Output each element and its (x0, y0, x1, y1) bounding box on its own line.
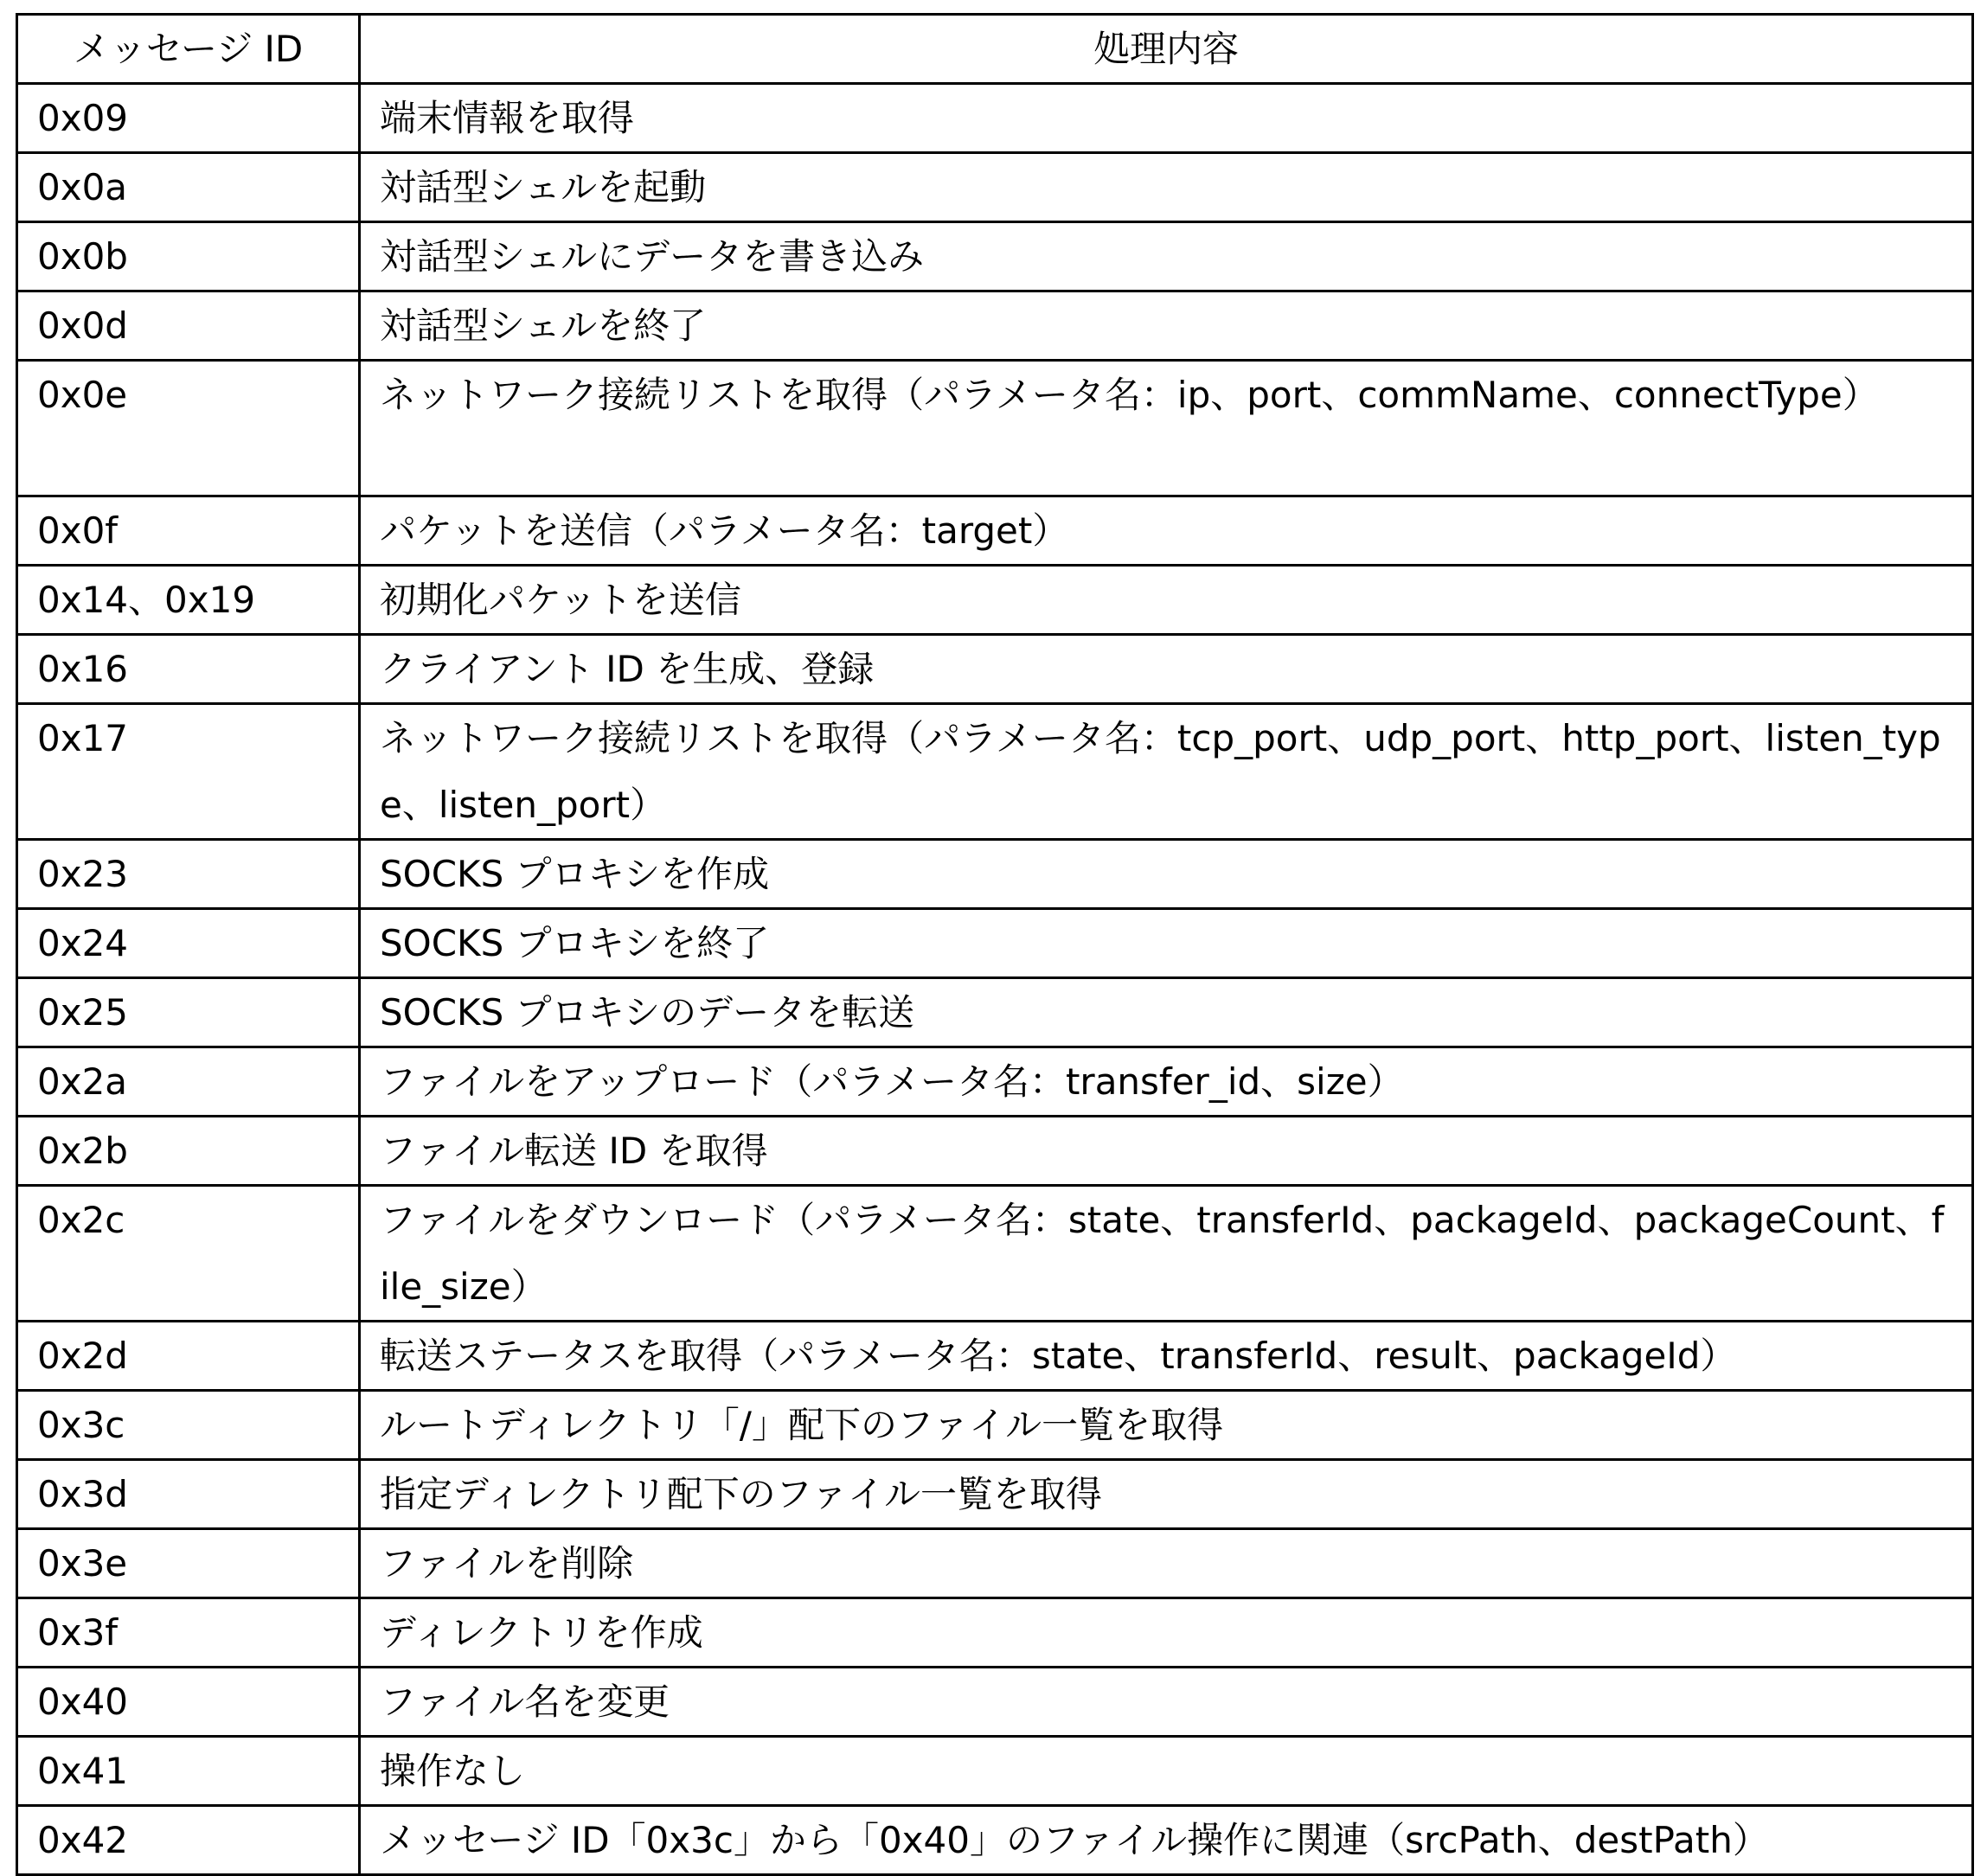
message-id-cell: 0x2a (17, 1047, 360, 1117)
message-id-cell: 0x2c (17, 1186, 360, 1322)
header-message-id: メッセージ ID (17, 15, 360, 84)
processing-cell: SOCKS プロキシを終了 (360, 909, 1973, 978)
message-id-cell: 0x42 (17, 1806, 360, 1875)
message-id-cell: 0x09 (17, 84, 360, 153)
message-id-cell: 0x0b (17, 222, 360, 291)
table-row (17, 1598, 1973, 1668)
processing-cell: 転送ステータスを取得（パラメータ名：state、transferId、result、packageId） (360, 1322, 1973, 1391)
table-row (17, 291, 1973, 361)
table-row (17, 978, 1973, 1047)
processing-cell: クライアント ID を生成、登録 (360, 635, 1973, 704)
table-row (17, 153, 1973, 222)
message-id-cell: 0x41 (17, 1737, 360, 1806)
processing-cell: ファイルをダウンロード（パラメータ名：state、transferId、packageId、packageCount、file_size） (360, 1186, 1973, 1322)
processing-cell: 対話型シェルを起動 (360, 153, 1973, 222)
processing-cell: 初期化パケットを送信 (360, 566, 1973, 635)
processing-cell: ファイル名を変更 (360, 1668, 1973, 1737)
message-id-cell: 0x0d (17, 291, 360, 361)
message-id-cell: 0x40 (17, 1668, 360, 1737)
message-id-cell: 0x17 (17, 704, 360, 840)
processing-cell: 指定ディレクトリ配下のファイル一覧を取得 (360, 1460, 1973, 1529)
table-row (17, 1322, 1973, 1391)
processing-cell: ルートディレクトリ「/」配下のファイル一覧を取得 (360, 1391, 1973, 1460)
message-id-cell: 0x24 (17, 909, 360, 978)
table-row (17, 496, 1973, 566)
message-id-cell: 0x2b (17, 1117, 360, 1186)
processing-cell: ファイルを削除 (360, 1529, 1973, 1598)
message-id-cell: 0x16 (17, 635, 360, 704)
processing-cell: ネットワーク接続リストを取得（パラメータ名：tcp_port、udp_port、http_port、listen_type、listen_port） (360, 704, 1973, 840)
table-row (17, 1047, 1973, 1117)
processing-cell: 対話型シェルにデータを書き込み (360, 222, 1973, 291)
message-id-cell: 0x3f (17, 1598, 360, 1668)
processing-cell: ネットワーク接続リストを取得（パラメータ名：ip、port、commName、connectType） (360, 361, 1973, 496)
message-id-cell: 0x14、0x19 (17, 566, 360, 635)
table-row (17, 1186, 1973, 1322)
processing-cell: 操作なし (360, 1737, 1973, 1806)
table-row (17, 1737, 1973, 1806)
processing-cell: ファイルをアップロード（パラメータ名：transfer_id、size） (360, 1047, 1973, 1117)
message-id-cell: 0x3e (17, 1529, 360, 1598)
table-row (17, 1460, 1973, 1529)
header-processing: 処理内容 (360, 15, 1973, 84)
table-row (17, 1391, 1973, 1460)
processing-cell: 端末情報を取得 (360, 84, 1973, 153)
processing-cell: SOCKS プロキシのデータを転送 (360, 978, 1973, 1047)
table-row (17, 84, 1973, 153)
processing-cell: パケットを送信（パラメータ名：target） (360, 496, 1973, 566)
message-id-table-container (16, 13, 1971, 1876)
message-id-cell: 0x0a (17, 153, 360, 222)
processing-cell: SOCKS プロキシを作成 (360, 840, 1973, 909)
table-row (17, 704, 1973, 840)
table-header-row (17, 15, 1973, 84)
message-id-cell: 0x23 (17, 840, 360, 909)
message-id-cell: 0x25 (17, 978, 360, 1047)
message-id-cell: 0x2d (17, 1322, 360, 1391)
table-row (17, 909, 1973, 978)
processing-cell: ディレクトリを作成 (360, 1598, 1973, 1668)
table-row (17, 1806, 1973, 1875)
message-id-cell: 0x0e (17, 361, 360, 496)
table-row (17, 1117, 1973, 1186)
processing-cell: 対話型シェルを終了 (360, 291, 1973, 361)
message-id-cell: 0x3c (17, 1391, 360, 1460)
table-row (17, 361, 1973, 496)
table-row (17, 635, 1973, 704)
processing-cell: メッセージ ID「0x3c」から「0x40」のファイル操作に関連（srcPath、destPath） (360, 1806, 1973, 1875)
table-row (17, 566, 1973, 635)
table-row (17, 1529, 1973, 1598)
message-id-cell: 0x0f (17, 496, 360, 566)
table-row (17, 1668, 1973, 1737)
table-row (17, 222, 1973, 291)
table-row (17, 840, 1973, 909)
message-id-cell: 0x3d (17, 1460, 360, 1529)
message-id-table (16, 13, 1974, 1876)
processing-cell: ファイル転送 ID を取得 (360, 1117, 1973, 1186)
